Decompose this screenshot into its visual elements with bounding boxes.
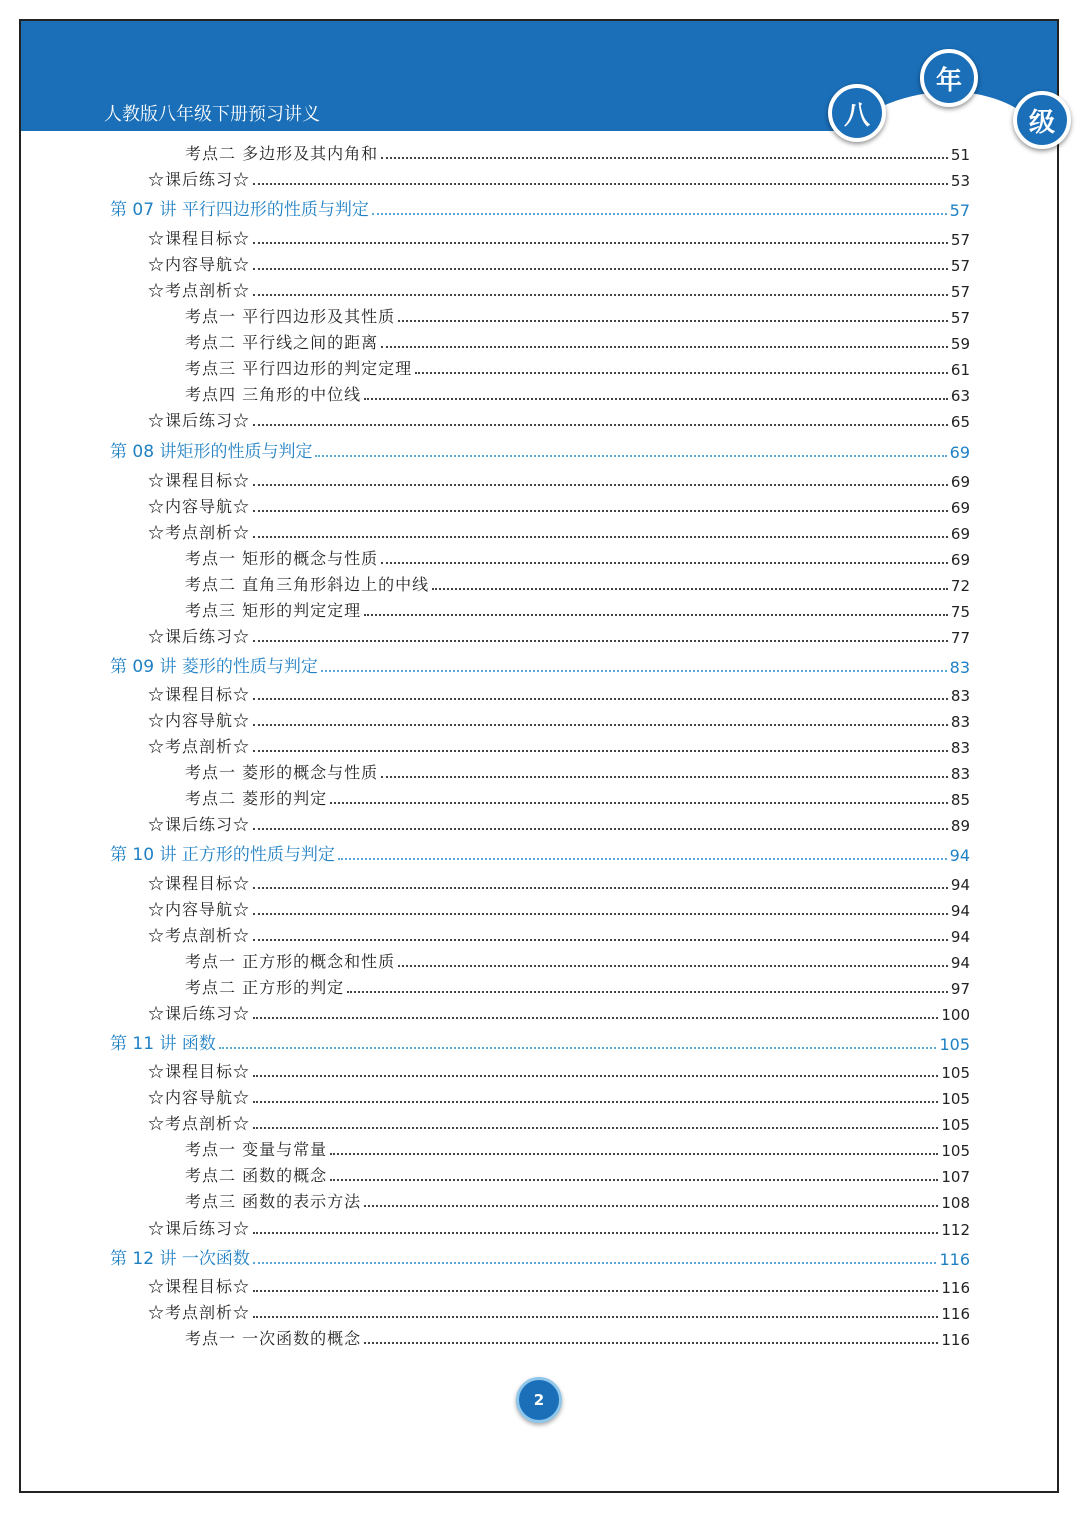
toc-leader-dots bbox=[321, 670, 947, 672]
toc-entry-page: 83 bbox=[950, 739, 970, 757]
toc-entry-label: 考点一 正方形的概念和性质 bbox=[185, 952, 396, 971]
toc-entry[interactable] bbox=[148, 225, 970, 249]
toc-leader-dots bbox=[381, 157, 948, 159]
toc-entry-page: 107 bbox=[941, 1168, 970, 1186]
toc-entry-label: ☆课程目标☆ bbox=[148, 229, 251, 248]
toc-leader-dots bbox=[253, 1101, 938, 1103]
toc-entry-page: 51 bbox=[950, 146, 970, 164]
toc-entry-page: 94 bbox=[950, 954, 970, 972]
toc-leader-dots bbox=[372, 213, 947, 215]
toc-entry-label: ☆课程目标☆ bbox=[148, 1277, 251, 1296]
toc-entry[interactable] bbox=[148, 896, 970, 920]
toc-entry[interactable] bbox=[148, 707, 970, 731]
toc-entry[interactable] bbox=[185, 571, 970, 595]
toc-entry-label: 第 12 讲 一次函数 bbox=[110, 1249, 250, 1269]
grade-badge-ba: 八 bbox=[828, 84, 886, 142]
toc-entry-page: 94 bbox=[949, 846, 970, 865]
toc-entry-page: 116 bbox=[941, 1331, 970, 1349]
toc-chapter-entry[interactable] bbox=[110, 841, 970, 865]
toc-leader-dots bbox=[253, 183, 948, 185]
toc-leader-dots bbox=[381, 776, 948, 778]
toc-entry-label: ☆课后练习☆ bbox=[148, 411, 251, 430]
toc-entry[interactable] bbox=[148, 1000, 970, 1024]
toc-leader-dots bbox=[253, 750, 948, 752]
toc-entry-page: 89 bbox=[950, 817, 970, 835]
toc-leader-dots bbox=[253, 913, 948, 915]
toc-entry[interactable] bbox=[148, 519, 970, 543]
toc-leader-dots bbox=[253, 1017, 938, 1019]
toc-entry[interactable] bbox=[148, 1273, 970, 1297]
toc-entry-page: 75 bbox=[950, 603, 970, 621]
toc-entry-label: ☆课程目标☆ bbox=[148, 874, 251, 893]
header-title: 人教版八年级下册预习讲义 bbox=[104, 104, 320, 125]
toc-leader-dots bbox=[364, 1342, 938, 1344]
toc-leader-dots bbox=[253, 1262, 937, 1264]
toc-entry-page: 61 bbox=[950, 361, 970, 379]
toc-entry[interactable] bbox=[185, 545, 970, 569]
toc-chapter-entry[interactable] bbox=[110, 1030, 970, 1054]
toc-entry[interactable] bbox=[148, 1215, 970, 1239]
toc-entry[interactable] bbox=[185, 1188, 970, 1212]
toc-leader-dots bbox=[330, 1153, 938, 1155]
toc-entry[interactable] bbox=[148, 922, 970, 946]
toc-leader-dots bbox=[253, 939, 948, 941]
grade-badge-ji: 级 bbox=[1013, 91, 1071, 149]
toc-leader-dots bbox=[364, 614, 948, 616]
toc-entry-label: ☆考点剖析☆ bbox=[148, 523, 251, 542]
toc-entry-label: ☆课后练习☆ bbox=[148, 1004, 251, 1023]
toc-chapter-entry[interactable] bbox=[110, 1245, 970, 1269]
toc-entry[interactable] bbox=[148, 1058, 970, 1082]
toc-entry[interactable] bbox=[148, 870, 970, 894]
toc-entry[interactable] bbox=[185, 974, 970, 998]
toc-entry-page: 116 bbox=[941, 1279, 970, 1297]
toc-entry-label: 考点二 正方形的判定 bbox=[185, 978, 345, 997]
toc-chapter-entry[interactable] bbox=[110, 653, 970, 677]
toc-entry-label: ☆内容导航☆ bbox=[148, 900, 251, 919]
toc-entry-label: 第 09 讲 菱形的性质与判定 bbox=[110, 657, 318, 677]
toc-entry-page: 97 bbox=[950, 980, 970, 998]
toc-entry-page: 105 bbox=[939, 1035, 970, 1054]
toc-leader-dots bbox=[253, 1290, 938, 1292]
toc-entry-page: 105 bbox=[941, 1116, 970, 1134]
toc-entry[interactable] bbox=[148, 277, 970, 301]
toc-leader-dots bbox=[253, 510, 948, 512]
toc-leader-dots bbox=[253, 724, 948, 726]
toc-entry-page: 53 bbox=[950, 172, 970, 190]
toc-entry-page: 83 bbox=[950, 713, 970, 731]
toc-entry-page: 94 bbox=[950, 876, 970, 894]
toc-entry-label: 考点二 函数的概念 bbox=[185, 1166, 328, 1185]
toc-entry-label: 考点一 平行四边形及其性质 bbox=[185, 307, 396, 326]
grade-badge-nian: 年 bbox=[920, 49, 978, 107]
toc-leader-dots bbox=[398, 965, 948, 967]
toc-leader-dots bbox=[253, 536, 948, 538]
toc-entry-label: ☆课后练习☆ bbox=[148, 627, 251, 646]
toc-entry[interactable] bbox=[185, 381, 970, 405]
toc-entry-page: 63 bbox=[950, 387, 970, 405]
toc-entry-label: ☆内容导航☆ bbox=[148, 255, 251, 274]
toc-leader-dots bbox=[253, 268, 948, 270]
toc-entry[interactable] bbox=[148, 1110, 970, 1134]
toc-leader-dots bbox=[415, 372, 948, 374]
toc-chapter-entry[interactable] bbox=[110, 196, 970, 220]
toc-entry-page: 105 bbox=[941, 1090, 970, 1108]
toc-leader-dots bbox=[253, 1127, 938, 1129]
toc-entry-page: 69 bbox=[950, 499, 970, 517]
toc-entry-label: 考点四 三角形的中位线 bbox=[185, 385, 362, 404]
toc-entry-page: 77 bbox=[950, 629, 970, 647]
toc-entry-label: ☆考点剖析☆ bbox=[148, 281, 251, 300]
toc-entry-page: 100 bbox=[941, 1006, 970, 1024]
toc-entry-page: 59 bbox=[950, 335, 970, 353]
toc-entry[interactable] bbox=[185, 597, 970, 621]
toc-leader-dots bbox=[253, 294, 948, 296]
toc-leader-dots bbox=[253, 1316, 938, 1318]
toc-entry-page: 57 bbox=[950, 257, 970, 275]
toc-entry[interactable] bbox=[185, 759, 970, 783]
toc-entry-label: ☆内容导航☆ bbox=[148, 497, 251, 516]
toc-entry-page: 116 bbox=[939, 1250, 970, 1269]
toc-entry-label: 考点二 多边形及其内角和 bbox=[185, 144, 379, 163]
toc-leader-dots bbox=[330, 802, 948, 804]
toc-entry-page: 105 bbox=[941, 1064, 970, 1082]
toc-entry-page: 83 bbox=[950, 765, 970, 783]
toc-leader-dots bbox=[253, 887, 948, 889]
page-number-badge: 2 bbox=[516, 1377, 562, 1423]
toc-leader-dots bbox=[253, 484, 948, 486]
toc-leader-dots bbox=[253, 1075, 938, 1077]
toc-entry-page: 69 bbox=[949, 443, 970, 462]
toc-leader-dots bbox=[364, 1205, 938, 1207]
toc-entry-label: ☆内容导航☆ bbox=[148, 1088, 251, 1107]
toc-leader-dots bbox=[338, 858, 947, 860]
toc-entry[interactable] bbox=[148, 681, 970, 705]
toc-leader-dots bbox=[253, 242, 948, 244]
toc-entry[interactable] bbox=[148, 1084, 970, 1108]
toc-leader-dots bbox=[347, 991, 948, 993]
toc-leader-dots bbox=[364, 398, 948, 400]
toc-entry[interactable] bbox=[148, 1299, 970, 1323]
toc-entry-page: 83 bbox=[950, 687, 970, 705]
toc-entry[interactable] bbox=[185, 948, 970, 972]
toc-entry-label: ☆课程目标☆ bbox=[148, 685, 251, 704]
toc-entry-label: ☆考点剖析☆ bbox=[148, 737, 251, 756]
toc-entry-label: 考点一 菱形的概念与性质 bbox=[185, 763, 379, 782]
toc-entry-page: 57 bbox=[950, 309, 970, 327]
toc-leader-dots bbox=[253, 828, 948, 830]
toc-entry[interactable] bbox=[148, 166, 970, 190]
toc-entry[interactable] bbox=[185, 1136, 970, 1160]
toc-entry-page: 112 bbox=[941, 1221, 970, 1239]
toc-entry-page: 116 bbox=[941, 1305, 970, 1323]
toc-leader-dots bbox=[381, 562, 948, 564]
toc-entry[interactable] bbox=[185, 329, 970, 353]
toc-entry-label: ☆考点剖析☆ bbox=[148, 1114, 251, 1133]
toc-entry[interactable] bbox=[185, 303, 970, 327]
toc-entry-page: 105 bbox=[941, 1142, 970, 1160]
toc-leader-dots bbox=[219, 1047, 937, 1049]
toc-entry-page: 85 bbox=[950, 791, 970, 809]
toc-leader-dots bbox=[315, 455, 946, 457]
toc-entry-page: 94 bbox=[950, 902, 970, 920]
toc-entry-label: 考点三 平行四边形的判定定理 bbox=[185, 359, 413, 378]
toc-entry-label: 第 11 讲 函数 bbox=[110, 1034, 216, 1054]
toc-entry-page: 57 bbox=[950, 283, 970, 301]
toc-entry-page: 83 bbox=[949, 658, 970, 677]
toc-entry[interactable] bbox=[148, 407, 970, 431]
toc-entry[interactable] bbox=[148, 493, 970, 517]
toc-entry[interactable] bbox=[185, 1325, 970, 1349]
toc-leader-dots bbox=[398, 320, 948, 322]
toc-leader-dots bbox=[432, 588, 948, 590]
toc-leader-dots bbox=[253, 698, 948, 700]
toc-entry[interactable] bbox=[185, 140, 970, 164]
toc-entry-label: ☆课后练习☆ bbox=[148, 815, 251, 834]
toc-entry-label: 考点三 函数的表示方法 bbox=[185, 1192, 362, 1211]
toc-entry-page: 69 bbox=[950, 525, 970, 543]
toc-entry-page: 108 bbox=[941, 1194, 970, 1212]
toc-entry-label: 第 08 讲矩形的性质与判定 bbox=[110, 442, 313, 462]
toc-entry-label: 考点二 平行线之间的距离 bbox=[185, 333, 379, 352]
toc-entry-page: 72 bbox=[950, 577, 970, 595]
toc-leader-dots bbox=[381, 346, 948, 348]
toc-entry-label: 考点三 矩形的判定定理 bbox=[185, 601, 362, 620]
toc-entry[interactable] bbox=[148, 733, 970, 757]
toc-entry-label: ☆考点剖析☆ bbox=[148, 1303, 251, 1322]
toc-entry-page: 69 bbox=[950, 473, 970, 491]
toc-entry-label: 考点一 矩形的概念与性质 bbox=[185, 549, 379, 568]
toc-entry[interactable] bbox=[148, 811, 970, 835]
toc-entry-label: ☆课后练习☆ bbox=[148, 170, 251, 189]
toc-entry-label: 考点一 一次函数的概念 bbox=[185, 1329, 362, 1348]
toc-entry-label: ☆课程目标☆ bbox=[148, 1062, 251, 1081]
toc-leader-dots bbox=[253, 424, 948, 426]
toc-entry[interactable] bbox=[148, 251, 970, 275]
toc-entry-label: 第 10 讲 正方形的性质与判定 bbox=[110, 845, 335, 865]
toc-entry-page: 69 bbox=[950, 551, 970, 569]
toc-entry-page: 94 bbox=[950, 928, 970, 946]
toc-entry-page: 65 bbox=[950, 413, 970, 431]
toc-entry[interactable] bbox=[185, 355, 970, 379]
toc-entry-page: 57 bbox=[949, 201, 970, 220]
toc-entry-label: ☆课后练习☆ bbox=[148, 1219, 251, 1238]
toc-chapter-entry[interactable] bbox=[110, 438, 970, 462]
toc-entry-label: ☆内容导航☆ bbox=[148, 711, 251, 730]
toc-entry-label: ☆考点剖析☆ bbox=[148, 926, 251, 945]
toc-entry[interactable] bbox=[148, 623, 970, 647]
toc-entry-label: 第 07 讲 平行四边形的性质与判定 bbox=[110, 200, 369, 220]
toc-leader-dots bbox=[253, 640, 948, 642]
toc-entry-label: 考点二 直角三角形斜边上的中线 bbox=[185, 575, 430, 594]
toc-entry[interactable] bbox=[185, 1162, 970, 1186]
toc-entry-page: 57 bbox=[950, 231, 970, 249]
toc-leader-dots bbox=[253, 1232, 938, 1234]
toc-entry[interactable] bbox=[185, 785, 970, 809]
toc-leader-dots bbox=[330, 1179, 938, 1181]
toc-entry-label: 考点二 菱形的判定 bbox=[185, 789, 328, 808]
toc-entry-label: 考点一 变量与常量 bbox=[185, 1140, 328, 1159]
toc-entry[interactable] bbox=[148, 467, 970, 491]
toc-entry-label: ☆课程目标☆ bbox=[148, 471, 251, 490]
